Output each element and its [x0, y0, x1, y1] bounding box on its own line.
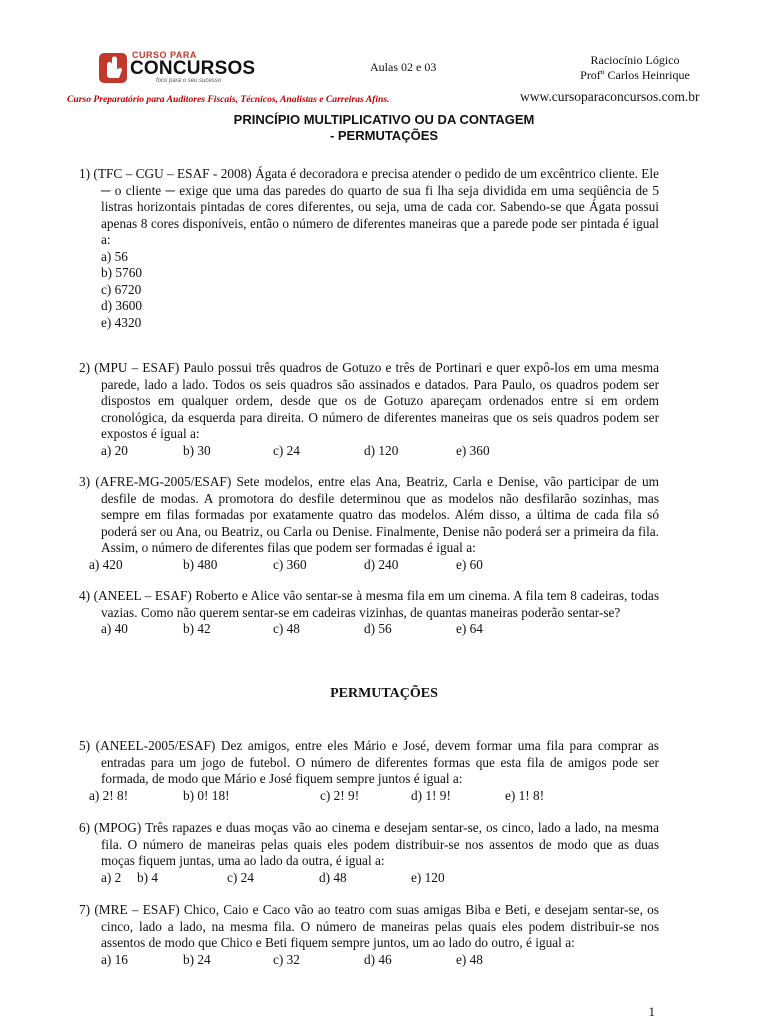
page-number: 1: [648, 1004, 655, 1019]
question-4: [79, 588, 659, 638]
subject-title: Raciocínio Lógico: [590, 53, 680, 67]
question-2: [79, 360, 659, 459]
course-description: Curso Preparatório para Auditores Fiscais, Técnicos, Analistas e Carreiras Afins.: [67, 94, 390, 105]
option: d) 56: [364, 621, 392, 636]
option: a) 16: [101, 951, 128, 967]
option: c) 32: [273, 951, 300, 967]
option: d) 3600: [101, 298, 142, 313]
website-url: www.cursoparaconcursos.com.br: [520, 89, 700, 104]
option: d) 120: [364, 442, 399, 458]
option: c) 48: [273, 621, 300, 636]
option: c) 360: [273, 556, 307, 572]
question-5: [79, 738, 659, 804]
option: b) 4: [137, 869, 159, 885]
question-3: [79, 474, 659, 573]
option: e) 120: [411, 869, 445, 885]
option: a) 2: [101, 869, 122, 885]
question-stem: 5) (ANEEL-2005/ESAF) Dez amigos, entre eles Mário e José, devem formar uma fila para comprar as entradas para um jogo de futebol. O número de diferentes formas que esta fila de amigos pode ser formada, de modo que Mário e José fiquem sempre juntos é igual a:: [79, 738, 659, 786]
option: e) 60: [456, 556, 483, 572]
question-1: [79, 166, 659, 331]
option: a) 2! 8!: [89, 787, 129, 803]
section-title: PERMUTAÇÕES: [330, 686, 438, 701]
option: d) 240: [364, 556, 399, 572]
option-row: [101, 443, 659, 460]
option: d) 48: [319, 869, 347, 885]
option: d) 1! 9!: [411, 787, 451, 803]
question-stem: 6) (MPOG) Três rapazes e duas moças vão ao cinema e desejam sentar-se, os cinco, lado a lado, na mesma fila. O número de maneiras pelas quais eles podem distribuir-se nos assentos de modo que as duas moças fiquem juntas, uma ao lado da outra, é igual a:: [79, 820, 659, 868]
option-row: [89, 557, 659, 574]
logo: [98, 50, 256, 88]
option-row: [101, 870, 659, 887]
option: b) 24: [183, 951, 211, 967]
hand-pointer-icon: [98, 52, 128, 84]
option: a) 40: [101, 621, 128, 636]
option: c) 24: [227, 869, 254, 885]
logo-top-text: CURSO PARA: [132, 50, 197, 60]
option: e) 64: [456, 621, 483, 636]
question-stem: 4) (ANEEL – ESAF) Roberto e Alice vão sentar-se à mesma fila em um cinema. A fila tem 8 cadeiras, todas vazias. Como não querem sentar-se em cadeiras vizinhas, de quantas maneiras poderão sentar-se?: [79, 588, 659, 620]
question-6: [79, 820, 659, 886]
option: c) 2! 9!: [320, 787, 360, 803]
option-list: [101, 249, 659, 332]
option: e) 4320: [101, 314, 142, 330]
professor-name: Profº Carlos Heinrique: [580, 68, 690, 82]
lesson-label: Aulas 02 e 03: [370, 60, 437, 74]
option: e) 1! 8!: [505, 787, 545, 803]
option: a) 420: [89, 556, 123, 572]
logo-main-text: CONCURSOS: [130, 58, 256, 79]
page-title: [0, 112, 768, 144]
option-row: [89, 788, 659, 805]
question-7: [79, 902, 659, 968]
option: d) 46: [364, 951, 392, 967]
question-stem: 2) (MPU – ESAF) Paulo possui três quadros de Gotuzo e três de Portinari e quer expô-los em uma mesma parede, lado a lado. Todos os seis quadros são assinados e datados. Para Paulo, os quadros podem ser dispostos em qualquer ordem, desde que os de Gotuzo apareçam ordenados entre si em ordem cronológica, da esquerda para direita. O número de diferentes maneiras que os seis quadros podem ser expostos é igual a:: [79, 360, 659, 441]
question-stem: 7) (MRE – ESAF) Chico, Caio e Caco vão ao teatro com suas amigas Biba e Beti, e desejam sentar-se, os cinco, lado a lado, na mesma fila. O número de maneiras pelas quais eles podem distribuir-se nos assentos de modo que Chico e Beti fiquem sempre juntos, um ao lado do outro, é igual a:: [79, 902, 659, 950]
logo-tagline: foco para o seu sucesso: [156, 78, 222, 84]
option: a) 20: [101, 442, 128, 458]
option-row: [101, 952, 659, 969]
question-stem: 1) (TFC – CGU – ESAF - 2008) Ágata é decoradora e precisa atender o pedido de um excêntrico cliente. Ele ─ o cliente ─ exige que uma das paredes do quarto de sua fi lha seja dividida em uma seqüência de 5 listras horizontais pintadas de cores diferentes, ou seja, uma de cada cor. Sabendo-se que Ágata possui apenas 8 cores disponíveis, então o número de diferentes maneiras que a parede pode ser pintada é igual a:: [79, 166, 659, 247]
option: a) 56: [101, 248, 128, 264]
option: b) 5760: [101, 265, 142, 280]
option: e) 48: [456, 951, 483, 967]
page-title-line2: - PERMUTAÇÕES: [329, 128, 439, 143]
option-row: [101, 621, 659, 638]
question-stem: 3) (AFRE-MG-2005/ESAF) Sete modelos, entre elas Ana, Beatriz, Carla e Denise, vão participar de um desfile de modas. A promotora do desfile determinou que as modelos não desfilarão sozinhas, mas sempre em filas formadas por exatamente quatro das modelos. Além disso, a última de cada fila só poderá ser ou Ana, ou Beatriz, ou Carla ou Denise. Finalmente, Denise não poderá ser a primeira da fila. Assim, o número de diferentes filas que podem ser formadas é igual a:: [79, 474, 659, 555]
option: b) 480: [183, 556, 218, 572]
option: b) 30: [183, 442, 211, 458]
option: e) 360: [456, 442, 490, 458]
option: b) 42: [183, 621, 211, 636]
page-title-line1: PRINCÍPIO MULTIPLICATIVO OU DA CONTAGEM: [233, 112, 535, 127]
option: c) 6720: [101, 281, 142, 297]
option: b) 0! 18!: [183, 787, 230, 803]
subject-block: [570, 53, 700, 83]
option: c) 24: [273, 442, 300, 458]
